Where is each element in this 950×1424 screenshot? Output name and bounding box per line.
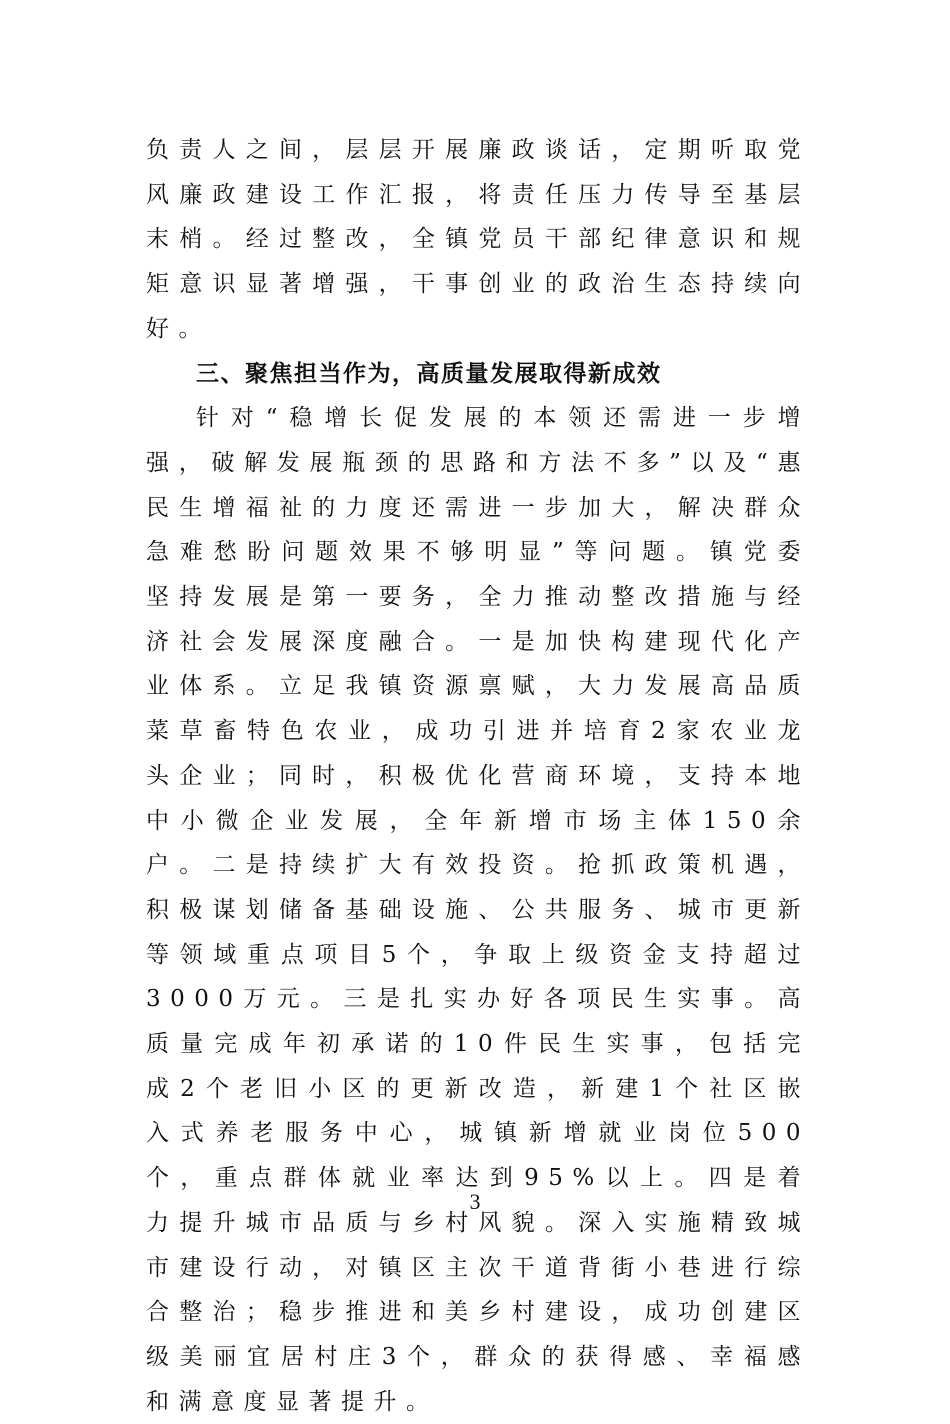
paragraph-continuation: 负责人之间，层层开展廉政谈话，定期听取党风廉政建设工作汇报，将责任压力传导至基层末梢。经过整改，全镇党员干部纪律意识和规矩意识显著增强，干事创业的政治生态持续向好。 (146, 137, 810, 342)
section-heading: 三、聚焦担当作为，高质量发展取得新成效 (196, 360, 662, 387)
page-number: 3 (469, 1189, 481, 1214)
paragraph-body: 针对“稳增长促发展的本领还需进一步增强，破解发展瓶颈的思路和方法不多”以及“惠民生增福祉的力度还需进一步加大，解决群众急难愁盼问题效果不够明显”等问题。镇党委坚持发展是第一要务，全力推动整改措施与经济社会发展深度融合。一是加快构建现代化产业体系。立足我镇资源禀赋，大力发展高品质菜草畜特色农业，成功引进并培育2家农业龙头企业；同时，积极优化营商环境，支持本地中小微企业发展，全年新增市场主体150余户。二是持续扩大有效投资。抢抓政策机遇，积极谋划储备基础设施、公共服务、城市更新等领域重点项目5个，争取上级资金支持超过3000万元。三是扎实办好各项民生实事。高质量完成年初承诺的10件民生实事，包括完成2个老旧小区的更新改造，新建1个社区嵌入式养老服务中心，城镇新增就业岗位500个，重点群体就业率达到95%以上。四是着力提升城市品质与乡村风貌。深入实施精致城市建设行动，对镇区主次干道背街小巷进行综合整治；稳步推进和美乡村建设，成功创建区级美丽宜居村庄3个，群众的获得感、幸福感和满意度显著提升。 (146, 405, 810, 1415)
document-page (146, 128, 810, 1424)
